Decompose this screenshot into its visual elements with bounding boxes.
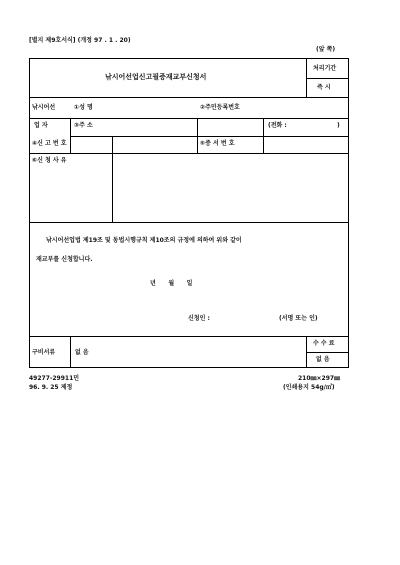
report-number-label: ④신 고 번 호 <box>32 140 67 147</box>
address-label: ③주 소 <box>74 122 93 129</box>
processing-period-label: 처리기간 <box>313 65 337 72</box>
page-side-label: (앞 쪽) <box>316 46 336 53</box>
applicant-group-label-2: 업 자 <box>34 122 48 129</box>
paper-weight: (인쇄용지 54g/㎡) <box>283 384 335 391</box>
signature-instruction: (서명 또는 인) <box>279 315 318 322</box>
enactment-date: 96. 9. 25 제정 <box>29 384 73 391</box>
fee-value: 없 음 <box>316 356 330 363</box>
phone-close: ) <box>337 122 340 129</box>
phone-label: (전화 : <box>268 122 287 129</box>
applicant-signature-label: 신청인 : <box>188 315 210 322</box>
certificate-number-label: ⑤증 서 번 호 <box>200 140 235 147</box>
paper-size: 210㎜×297㎜ <box>298 375 341 382</box>
name-label: ①성 명 <box>74 104 93 111</box>
statement-line-1: 낚시어선업법 제19조 및 동법시행규칙 제10조의 규정에 의하여 위와 같이 <box>46 237 242 244</box>
form-code: 49277-29911민 <box>29 375 80 382</box>
applicant-group-label-1: 낚시어선 <box>32 104 56 111</box>
resident-number-label: ②주민등록번호 <box>200 104 240 111</box>
statement-line-2: 재교부를 신청합니다. <box>36 256 93 263</box>
reason-label: ⑥신 청 사 유 <box>32 157 67 164</box>
fee-label: 수 수 료 <box>313 340 335 347</box>
attachments-label: 구비서류 <box>32 349 56 356</box>
form-title: 낚시어선업신고필증재교부신청서 <box>105 73 207 81</box>
form-number: [별지 제9호서식] (개정 97 . 1 . 20) <box>29 37 131 44</box>
processing-period-value: 즉 시 <box>317 84 331 91</box>
attachments-value: 없 음 <box>75 349 89 356</box>
application-date: 년 월 일 <box>150 280 193 287</box>
